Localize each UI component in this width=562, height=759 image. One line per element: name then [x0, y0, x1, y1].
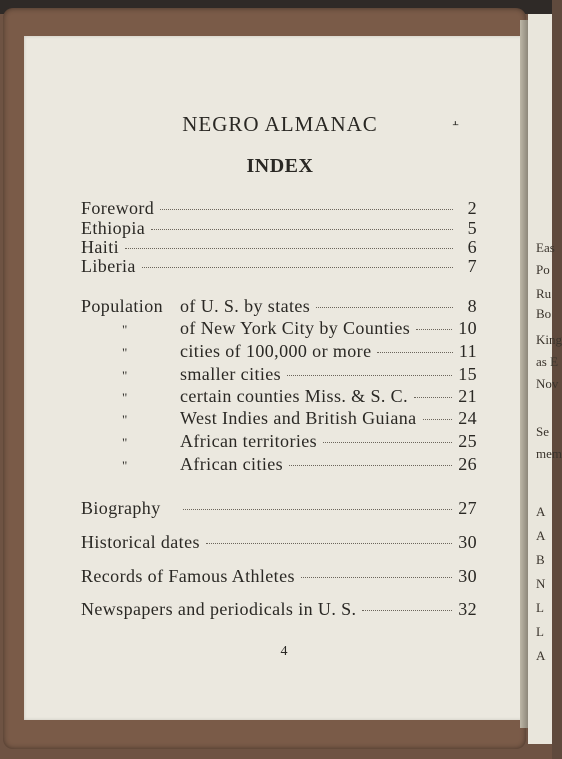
page-number [0, 644, 552, 660]
leader-dots [362, 610, 452, 611]
entry-label: Records of Famous Athletes [81, 566, 295, 586]
running-head-text: NEGRO ALMANAC [182, 112, 378, 136]
facing-page-fragment: A [536, 648, 546, 663]
ditto-mark: " [122, 368, 128, 383]
ditto-mark: " [122, 322, 128, 337]
leader-dots [423, 419, 453, 420]
index-entry [81, 296, 477, 320]
entry-label: Biography [81, 498, 161, 518]
ditto-mark: " [122, 345, 128, 360]
leader-dots [416, 329, 452, 330]
running-head [0, 112, 552, 137]
leader-dots [323, 442, 452, 443]
index-entry [81, 256, 477, 280]
entry-label: of New York City by Counties [180, 318, 411, 338]
facing-page-fragment: Ru [536, 286, 552, 301]
entry-label: Haiti [81, 237, 119, 257]
index-entry [81, 364, 477, 388]
ditto-mark: " [122, 435, 128, 450]
leader-dots [377, 352, 452, 353]
entry-label: West Indies and British Guiana [180, 408, 417, 428]
facing-page-fragment: Nov [536, 376, 559, 391]
entry-label: Newspapers and periodicals in U. S. [81, 599, 357, 619]
index-entry [81, 599, 477, 623]
leader-dots [125, 248, 453, 249]
page-number-text: 4 [280, 644, 288, 659]
entry-label: Liberia [81, 256, 136, 276]
entry-label: Foreword [81, 198, 155, 218]
entry-page: 2 [467, 198, 477, 218]
index-entry [81, 318, 477, 342]
entry-page: 10 [458, 318, 477, 338]
entry-label: Historical dates [81, 532, 200, 552]
facing-page-fragment: L [536, 624, 544, 639]
entry-label: African cities [180, 454, 284, 474]
index-title-text: INDEX [246, 155, 314, 177]
index-entry [81, 408, 477, 432]
leader-dots [183, 509, 453, 510]
facing-page-fragment: L [536, 600, 544, 615]
entry-page: 25 [458, 431, 477, 451]
facing-page-fragment: King [536, 332, 562, 347]
index-entry [81, 454, 477, 478]
entry-label: cities of 100,000 or more [180, 341, 372, 361]
ditto-mark: " [122, 390, 128, 405]
facing-page-fragment: Po [536, 262, 550, 277]
index-entry [81, 566, 477, 590]
entry-label: smaller cities [180, 364, 282, 384]
entry-prefix: Population [81, 296, 164, 316]
index-entry [81, 431, 477, 455]
entry-page: 21 [458, 386, 477, 406]
entry-page: 15 [458, 364, 477, 384]
index-entry [81, 386, 477, 410]
entry-page: 30 [458, 532, 477, 552]
leader-dots [160, 209, 453, 210]
facing-page-fragment: Se [536, 424, 549, 439]
ditto-mark: " [122, 458, 128, 473]
entry-page: 8 [467, 296, 477, 316]
leader-dots [301, 577, 452, 578]
facing-page-fragment: Eas [536, 240, 555, 255]
entry-page: 5 [467, 218, 477, 238]
entry-label: African territories [180, 431, 318, 451]
entry-page: 6 [467, 237, 477, 257]
entry-page: 7 [467, 256, 477, 276]
facing-page-fragment: A [536, 504, 546, 519]
leader-dots [414, 397, 452, 398]
entry-page: 24 [458, 408, 477, 428]
facing-page-fragment: as E [536, 354, 559, 369]
facing-page-fragment: Bo [536, 306, 552, 321]
facing-page-fragment: mem [536, 446, 562, 461]
entry-page: 30 [458, 566, 477, 586]
facing-page-fragment: B [536, 552, 545, 567]
index-entry [81, 498, 477, 522]
index-entry [81, 341, 477, 365]
leader-dots [206, 543, 452, 544]
entry-label: of U. S. by states [180, 296, 311, 316]
entry-page: 32 [458, 599, 477, 619]
entry-label: certain counties Miss. & S. C. [180, 386, 408, 406]
leader-dots [151, 229, 453, 230]
ink-mark: ⫠ [452, 116, 459, 128]
facing-page-fragment: A [536, 528, 546, 543]
leader-dots [316, 307, 453, 308]
index-entry [81, 532, 477, 556]
leader-dots [287, 375, 452, 376]
facing-page-fragment: N [536, 576, 546, 591]
entry-page: 11 [458, 341, 477, 361]
index-title [0, 155, 552, 178]
entry-label: Ethiopia [81, 218, 146, 238]
entry-page: 26 [458, 454, 477, 474]
leader-dots [289, 465, 452, 466]
leader-dots [142, 267, 453, 268]
ditto-mark: " [122, 412, 128, 427]
entry-page: 27 [458, 498, 477, 518]
